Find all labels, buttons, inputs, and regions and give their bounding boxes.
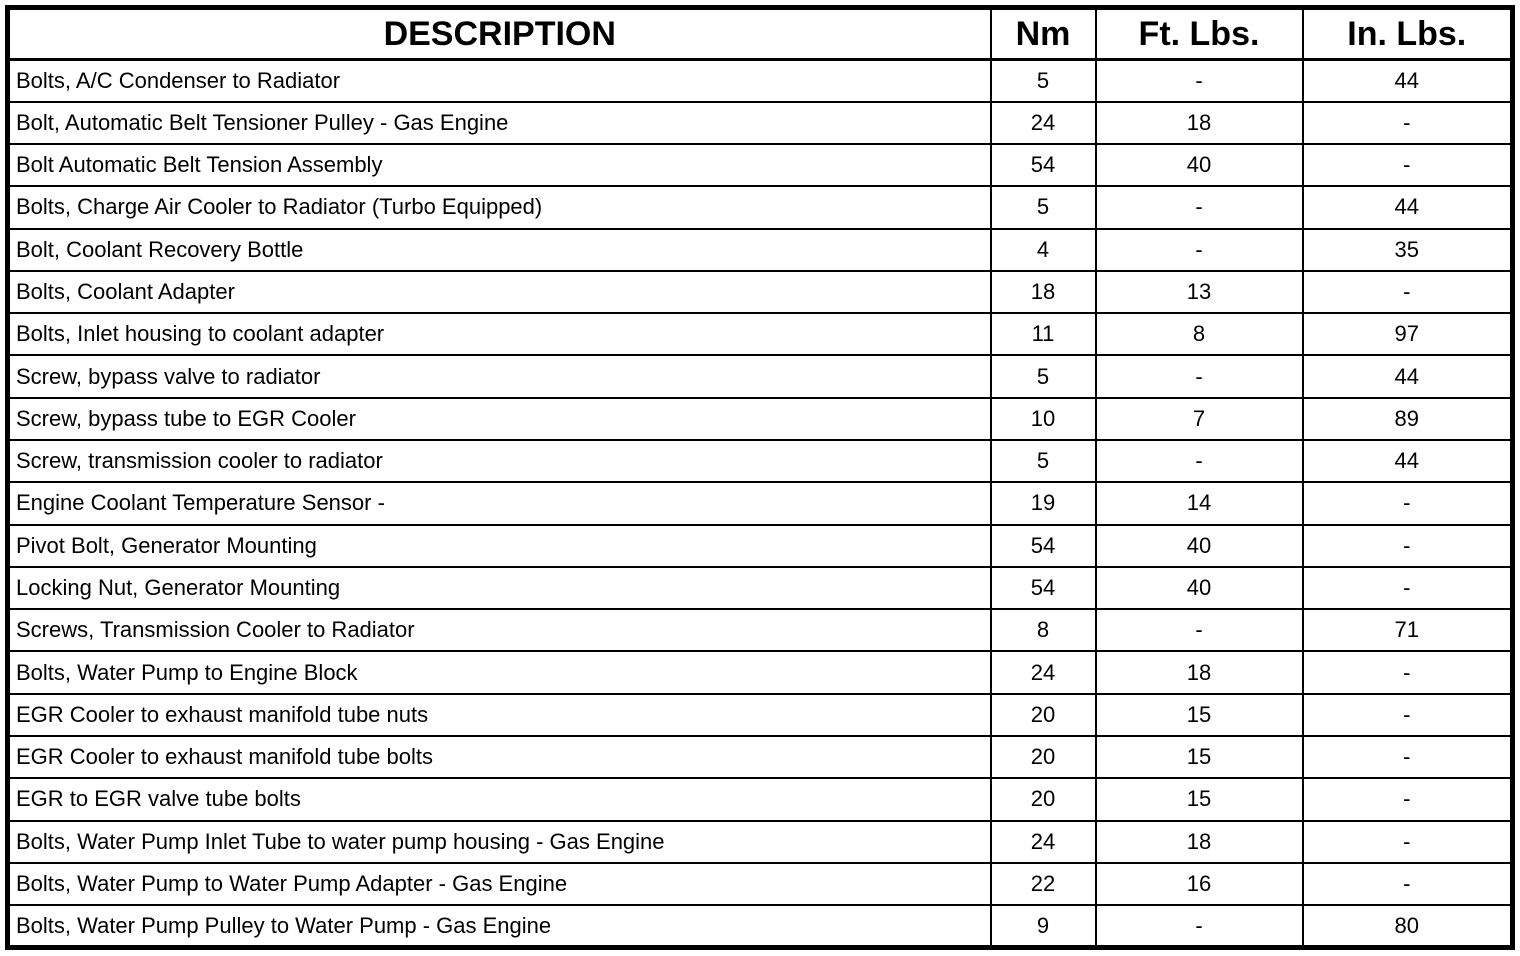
in-lbs-cell: 80: [1303, 905, 1513, 947]
nm-cell: 11: [991, 313, 1096, 355]
ft-lbs-cell: 40: [1096, 567, 1303, 609]
table-row: [8, 694, 1513, 736]
nm-cell: 54: [991, 567, 1096, 609]
nm-cell: 54: [991, 144, 1096, 186]
table-header: [8, 8, 1513, 60]
in-lbs-cell: 71: [1303, 609, 1513, 651]
ft-lbs-cell: 18: [1096, 651, 1303, 693]
in-lbs-cell: 44: [1303, 440, 1513, 482]
nm-cell: 20: [991, 736, 1096, 778]
table-row: [8, 271, 1513, 313]
ft-lbs-cell: 15: [1096, 778, 1303, 820]
ft-lbs-cell: -: [1096, 229, 1303, 271]
table-row: [8, 821, 1513, 863]
ft-lbs-cell: 15: [1096, 694, 1303, 736]
nm-cell: 24: [991, 651, 1096, 693]
table-row: [8, 609, 1513, 651]
table-row: [8, 778, 1513, 820]
in-lbs-cell: -: [1303, 736, 1513, 778]
table-row: [8, 186, 1513, 228]
nm-cell: 5: [991, 440, 1096, 482]
description-cell: Screw, transmission cooler to radiator: [8, 440, 991, 482]
table-row: [8, 398, 1513, 440]
ft-lbs-cell: 15: [1096, 736, 1303, 778]
ft-lbs-cell: 7: [1096, 398, 1303, 440]
in-lbs-cell: -: [1303, 863, 1513, 905]
ft-lbs-cell: -: [1096, 905, 1303, 947]
table-row: [8, 440, 1513, 482]
in-lbs-cell: -: [1303, 271, 1513, 313]
description-cell: Bolts, Charge Air Cooler to Radiator (Turbo Equipped): [8, 186, 991, 228]
nm-cell: 20: [991, 694, 1096, 736]
description-cell: Bolts, Water Pump to Water Pump Adapter - Gas Engine: [8, 863, 991, 905]
in-lbs-cell: 97: [1303, 313, 1513, 355]
nm-cell: 18: [991, 271, 1096, 313]
table-row: [8, 102, 1513, 144]
in-lbs-cell: -: [1303, 651, 1513, 693]
nm-cell: 4: [991, 229, 1096, 271]
ft-lbs-cell: 18: [1096, 821, 1303, 863]
table-row: [8, 863, 1513, 905]
in-lbs-cell: -: [1303, 694, 1513, 736]
table-row: [8, 525, 1513, 567]
table-row: [8, 355, 1513, 397]
torque-spec-table-container: [5, 5, 1514, 950]
table-row: [8, 229, 1513, 271]
description-cell: Bolts, A/C Condenser to Radiator: [8, 60, 991, 102]
description-cell: Engine Coolant Temperature Sensor -: [8, 482, 991, 524]
table-body: [8, 60, 1513, 948]
ft-lbs-cell: -: [1096, 609, 1303, 651]
table-row: [8, 905, 1513, 947]
table-row: [8, 482, 1513, 524]
table-row: [8, 567, 1513, 609]
table-row: [8, 60, 1513, 102]
column-header-ft-lbs: Ft. Lbs.: [1096, 8, 1303, 60]
nm-cell: 19: [991, 482, 1096, 524]
description-cell: Bolt, Automatic Belt Tensioner Pulley - Gas Engine: [8, 102, 991, 144]
table-row: [8, 651, 1513, 693]
in-lbs-cell: -: [1303, 144, 1513, 186]
ft-lbs-cell: 8: [1096, 313, 1303, 355]
in-lbs-cell: -: [1303, 102, 1513, 144]
column-header-in-lbs: In. Lbs.: [1303, 8, 1513, 60]
description-cell: Bolt Automatic Belt Tension Assembly: [8, 144, 991, 186]
ft-lbs-cell: 14: [1096, 482, 1303, 524]
description-cell: EGR to EGR valve tube bolts: [8, 778, 991, 820]
nm-cell: 9: [991, 905, 1096, 947]
description-cell: Bolt, Coolant Recovery Bottle: [8, 229, 991, 271]
table-row: [8, 736, 1513, 778]
in-lbs-cell: -: [1303, 482, 1513, 524]
description-cell: EGR Cooler to exhaust manifold tube nuts: [8, 694, 991, 736]
nm-cell: 54: [991, 525, 1096, 567]
description-cell: EGR Cooler to exhaust manifold tube bolts: [8, 736, 991, 778]
description-cell: Bolts, Water Pump Inlet Tube to water pump housing - Gas Engine: [8, 821, 991, 863]
ft-lbs-cell: -: [1096, 440, 1303, 482]
nm-cell: 5: [991, 60, 1096, 102]
ft-lbs-cell: -: [1096, 355, 1303, 397]
nm-cell: 8: [991, 609, 1096, 651]
torque-spec-table: [5, 5, 1515, 950]
nm-cell: 22: [991, 863, 1096, 905]
nm-cell: 20: [991, 778, 1096, 820]
ft-lbs-cell: 18: [1096, 102, 1303, 144]
in-lbs-cell: 44: [1303, 186, 1513, 228]
description-cell: Pivot Bolt, Generator Mounting: [8, 525, 991, 567]
nm-cell: 24: [991, 821, 1096, 863]
description-cell: Bolts, Water Pump Pulley to Water Pump - Gas Engine: [8, 905, 991, 947]
description-cell: Bolts, Water Pump to Engine Block: [8, 651, 991, 693]
description-cell: Screw, bypass valve to radiator: [8, 355, 991, 397]
ft-lbs-cell: -: [1096, 60, 1303, 102]
description-cell: Screw, bypass tube to EGR Cooler: [8, 398, 991, 440]
in-lbs-cell: 44: [1303, 355, 1513, 397]
column-header-nm: Nm: [991, 8, 1096, 60]
nm-cell: 5: [991, 186, 1096, 228]
description-cell: Locking Nut, Generator Mounting: [8, 567, 991, 609]
column-header-description: DESCRIPTION: [8, 8, 991, 60]
in-lbs-cell: 89: [1303, 398, 1513, 440]
in-lbs-cell: -: [1303, 821, 1513, 863]
in-lbs-cell: -: [1303, 778, 1513, 820]
in-lbs-cell: -: [1303, 567, 1513, 609]
ft-lbs-cell: 40: [1096, 525, 1303, 567]
ft-lbs-cell: 16: [1096, 863, 1303, 905]
header-row: [8, 8, 1513, 60]
table-row: [8, 313, 1513, 355]
ft-lbs-cell: -: [1096, 186, 1303, 228]
in-lbs-cell: -: [1303, 525, 1513, 567]
table-row: [8, 144, 1513, 186]
ft-lbs-cell: 40: [1096, 144, 1303, 186]
nm-cell: 5: [991, 355, 1096, 397]
description-cell: Screws, Transmission Cooler to Radiator: [8, 609, 991, 651]
ft-lbs-cell: 13: [1096, 271, 1303, 313]
in-lbs-cell: 35: [1303, 229, 1513, 271]
description-cell: Bolts, Inlet housing to coolant adapter: [8, 313, 991, 355]
nm-cell: 24: [991, 102, 1096, 144]
in-lbs-cell: 44: [1303, 60, 1513, 102]
nm-cell: 10: [991, 398, 1096, 440]
description-cell: Bolts, Coolant Adapter: [8, 271, 991, 313]
